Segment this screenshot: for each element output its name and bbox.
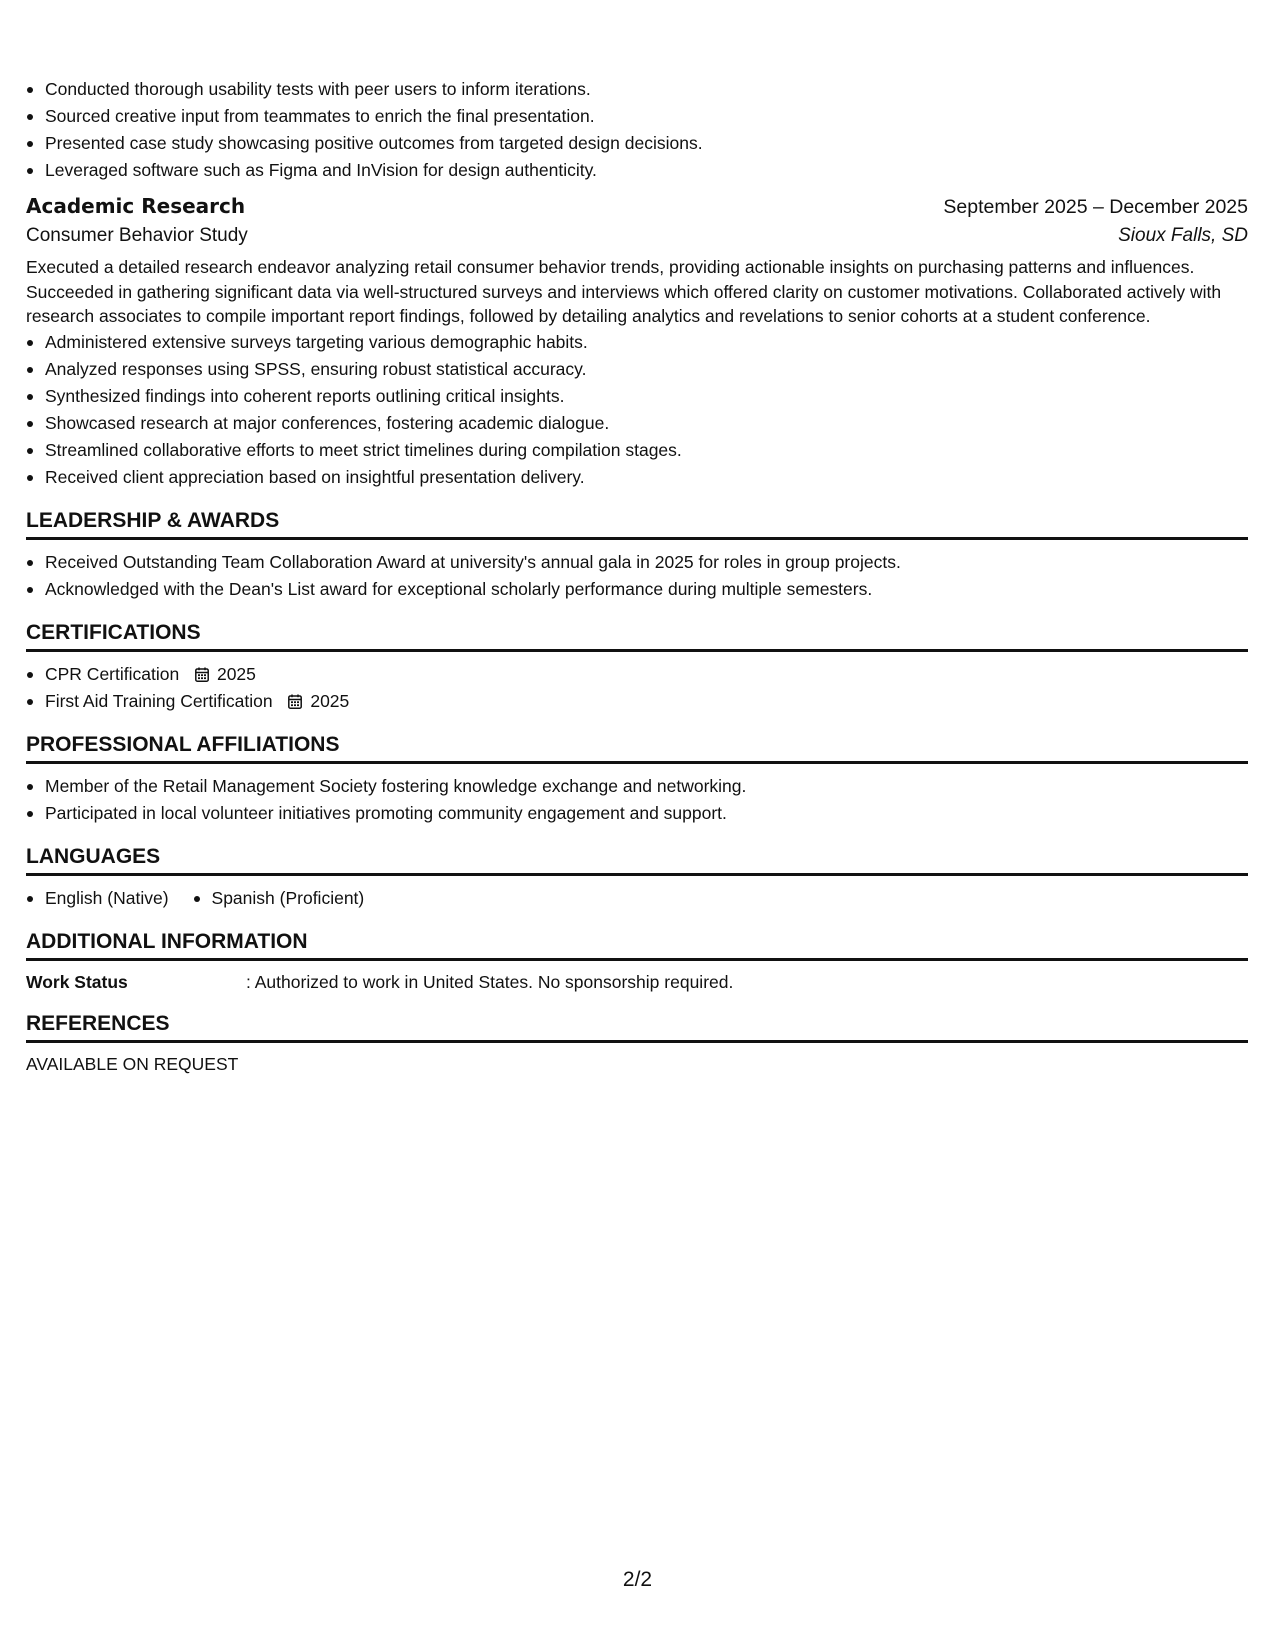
entry-header: [26, 194, 1248, 219]
list-item: Presented case study showcasing positive outcomes from targeted design decisions.: [26, 130, 1248, 157]
certification-year: 2025: [216, 663, 256, 684]
list-item: Participated in local volunteer initiatives promoting community engagement and support.: [26, 800, 1248, 827]
section-heading-certifications: CERTIFICATIONS: [26, 621, 1248, 652]
section-heading-leadership: LEADERSHIP & AWARDS: [26, 509, 1248, 540]
language-item: English (Native): [26, 885, 169, 912]
list-item: Member of the Retail Management Society fostering knowledge exchange and networking.: [26, 773, 1248, 800]
work-status-value: : Authorized to work in United States. No sponsorship required.: [246, 971, 734, 992]
work-status-label: Work Status: [26, 971, 128, 992]
leadership-list: [26, 549, 1248, 603]
languages-list: [26, 885, 1248, 912]
list-item: Conducted thorough usability tests with peer users to inform iterations.: [26, 76, 1248, 103]
entry-title: Academic Research: [26, 194, 246, 218]
certification-name: First Aid Training Certification: [45, 690, 273, 711]
references-text: AVAILABLE ON REQUEST: [26, 1053, 239, 1074]
list-item: Sourced creative input from teammates to enrich the final presentation.: [26, 103, 1248, 130]
resume-page: [26, 76, 1248, 1076]
list-item: Analyzed responses using SPSS, ensuring robust statistical accuracy.: [26, 356, 1248, 383]
section-heading-languages: LANGUAGES: [26, 845, 1248, 876]
entry-description: Executed a detailed research endeavor analyzing retail consumer behavior trends, providing actionable insights on purchasing patterns and influences. Succeeded in gathering significant data via well-structured surveys and interviews which offered clarity on customer motivations. Collaborated actively with research associates to compile important report findings, followed by detailing analytics and revelations to senior cohorts at a student conference.: [26, 257, 1222, 326]
calendar-icon: [195, 667, 209, 682]
list-item: Synthesized findings into coherent reports outlining critical insights.: [26, 383, 1248, 410]
section-heading-additional-info: ADDITIONAL INFORMATION: [26, 930, 1248, 961]
entry-date: September 2025 – December 2025: [943, 196, 1248, 218]
list-item: Acknowledged with the Dean's List award for exceptional scholarly performance during multiple semesters.: [26, 576, 1248, 603]
list-item: Streamlined collaborative efforts to meet strict timelines during compilation stages.: [26, 437, 1248, 464]
certification-item: [26, 688, 1248, 715]
list-item: Showcased research at major conferences, fostering academic dialogue.: [26, 410, 1248, 437]
list-item: Received client appreciation based on insightful presentation delivery.: [26, 464, 1248, 491]
calendar-icon: [288, 694, 302, 709]
entry-bullet-list: [26, 329, 1248, 491]
work-status-row: [26, 970, 1248, 994]
entry-subheader: [26, 225, 1248, 247]
affiliations-list: [26, 773, 1248, 827]
certification-item: [26, 661, 1248, 688]
list-item: Leveraged software such as Figma and InVision for design authenticity.: [26, 157, 1248, 184]
section-heading-references: REFERENCES: [26, 1012, 1248, 1043]
certification-name: CPR Certification: [45, 663, 180, 684]
certification-year: 2025: [310, 690, 350, 711]
list-item: Received Outstanding Team Collaboration Award at university's annual gala in 2025 for roles in group projects.: [26, 549, 1248, 576]
language-item: Spanish (Proficient): [193, 885, 365, 912]
list-item: Administered extensive surveys targeting various demographic habits.: [26, 329, 1248, 356]
entry-location: Sioux Falls, SD: [1118, 225, 1248, 246]
section-heading-affiliations: PROFESSIONAL AFFILIATIONS: [26, 733, 1248, 764]
entry-organization: Consumer Behavior Study: [26, 225, 248, 246]
certifications-list: [26, 661, 1248, 715]
project-bullet-list: [26, 76, 1248, 184]
page-number: 2/2: [622, 1568, 653, 1591]
